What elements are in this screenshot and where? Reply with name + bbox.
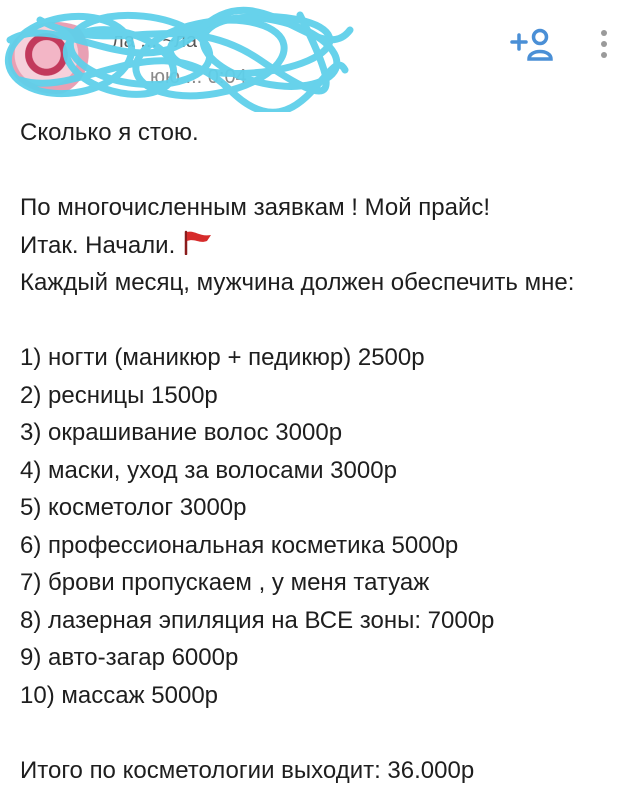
post-total: Итого по косметологии выходит: 36.000р	[20, 756, 475, 784]
post-header	[0, 0, 640, 112]
list-item: 7) брови пропускаем , у меня татуаж	[20, 569, 430, 596]
list-item: 8) лазерная эпиляция на ВСЕ зоны: 7000р	[20, 606, 495, 634]
more-options-button[interactable]	[590, 24, 618, 64]
list-item: 2) ресницы 1500р	[20, 381, 218, 409]
list-item: 3) окрашивание волос 3000р	[20, 419, 343, 446]
post-line: По многочисленным заявкам ! Мой прайс!	[20, 194, 491, 221]
add-user-button[interactable]	[506, 24, 558, 64]
avatar[interactable]	[8, 22, 104, 94]
list-item: 6) профессиональная косметика 5000р	[20, 531, 459, 559]
list-item: 4) маски, уход за волосами 3000р	[20, 456, 397, 484]
post-title: Сколько я стою.	[20, 119, 199, 146]
more-vertical-icon	[599, 29, 609, 59]
red-flag-icon	[183, 229, 213, 255]
list-item: 9) авто-загар 6000р	[20, 644, 239, 671]
author-name[interactable]: ла ... ~ла	[112, 30, 198, 52]
add-user-icon	[508, 26, 556, 62]
list-item: 1) ногти (маникюр + педикюр) 2500р	[20, 344, 425, 371]
post-timestamp: юю ... 0:04	[150, 66, 247, 88]
post-body	[20, 114, 630, 789]
list-item: 5) косметолог 3000р	[20, 494, 247, 521]
post-line-text: Итак. Начали.	[20, 231, 176, 259]
post-line: Каждый месяц, мужчина должен обеспечить мне:	[20, 269, 575, 296]
post-line	[20, 227, 630, 265]
list-item: 10) массаж 5000р	[20, 681, 219, 709]
